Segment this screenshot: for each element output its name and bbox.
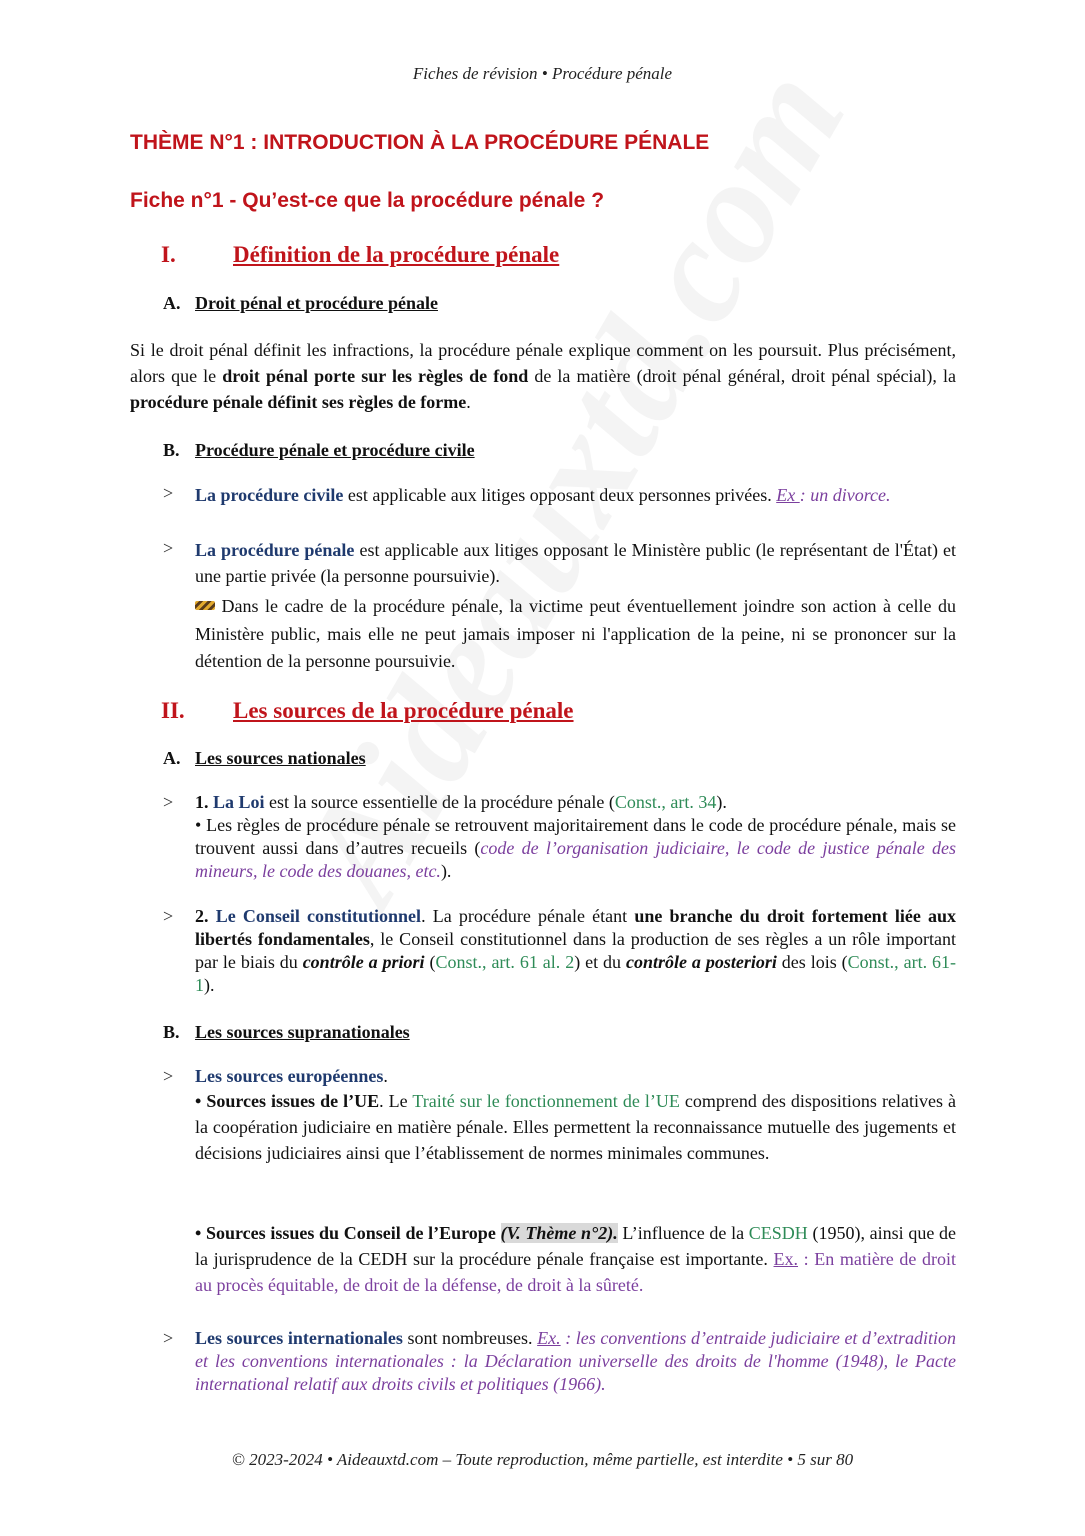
section-2-number: II. [161, 698, 185, 723]
theme-2-reference: (V. Thème n°2). [500, 1223, 618, 1243]
note-victime: Dans le cadre de la procédure pénale, la victime peut éventuellement joindre son action à celle du Ministère public, mais elle ne peut jamais imposer ni l'application de la peine, ni se prononcer sur la détention de la personne poursuivie. [195, 596, 956, 671]
list-item-procedure-penale: La procédure pénale est applicable aux litiges opposant le Ministère public (le représentant de l'État) et une partie privée (la personne poursuivie). [195, 540, 956, 586]
subsection-1a-title: Droit pénal et procédure pénale [195, 293, 438, 313]
section-2-title: Les sources de la procédure pénale [233, 698, 574, 723]
page-footer: © 2023-2024 • Aideauxtd.com – Toute reproduction, même partielle, est interdite • 5 sur 80 [231, 1450, 854, 1469]
subsection-1b-letter: B. [163, 440, 180, 460]
bullet-arrow: > [163, 483, 174, 503]
list-item-sources-internationales: Les sources internationales sont nombreuses. Ex. : les conventions d’entraide judiciaire et d’extradition et les conventions internationales : la Déclaration universelle des droits de l'homme (1948), le Pacte international relatif aux droits civils et politiques (1966). [195, 1328, 957, 1394]
theme-title: THÈME N°1 : INTRODUCTION À LA PROCÉDURE PÉNALE [130, 131, 710, 154]
list-item-procedure-civile: La procédure civile est applicable aux litiges opposant deux personnes privées. Ex : un divorce. [195, 485, 891, 505]
page-header: Fiches de révision • Procédure pénale [412, 64, 673, 83]
list-item-la-loi: 1. La Loi est la source essentielle de la procédure pénale (Const., art. 34). • Les règles de procédure pénale se retrouvent majoritairement dans le code de procédure pénale, mais se trouvent aussi dans d’autres recueils (code de l’organisation judiciaire, le code de justice pénale des mineurs, le code des douanes, etc.). [195, 792, 956, 881]
subsection-2b-letter: B. [163, 1022, 180, 1042]
bullet-arrow: > [163, 538, 174, 558]
fiche-title: Fiche n°1 - Qu’est-ce que la procédure pénale ? [130, 189, 605, 212]
subsection-1a-letter: A. [163, 293, 181, 313]
section-1-number: I. [161, 242, 176, 267]
list-item-sources-europeennes: Les sources européennes. [195, 1066, 388, 1086]
section-1-title: Définition de la procédure pénale [233, 242, 560, 267]
paragraph-sources-conseil-europe: • Sources issues du Conseil de l’Europe (V. Thème n°2). L’influence de la CESDH (1950), ainsi que de la jurisprudence de la CEDH sur la procédure pénale française est importante. Ex. : En matière de droit au procès équitable, de droit de la défense, de droit à la sûreté. [195, 1223, 957, 1295]
subsection-2a-title: Les sources nationales [195, 748, 366, 768]
paragraph-definition: Si le droit pénal définit les infractions, la procédure pénale explique comment on les poursuit. Plus précisément, alors que le droit pénal porte sur les règles de fond de la matière (droit pénal général, droit pénal spécial), la procédure pénale définit ses règles de forme. [130, 340, 956, 412]
bullet-arrow: > [163, 1066, 174, 1086]
warning-stripe-icon [195, 601, 215, 610]
paragraph-sources-ue: • Sources issues de l’UE. Le Traité sur le fonctionnement de l’UE comprend des dispositions relatives à la coopération judiciaire en matière pénale. Elles permettent la reconnaissance mutuelle des jugements et décisions judiciaires ainsi que l’établissement de normes minimales communes. [195, 1091, 956, 1163]
subsection-2a-letter: A. [163, 748, 181, 768]
bullet-arrow: > [163, 792, 174, 812]
subsection-2b-title: Les sources supranationales [195, 1022, 410, 1042]
bullet-arrow: > [163, 906, 174, 926]
subsection-1b-title: Procédure pénale et procédure civile [195, 440, 475, 460]
list-item-conseil-constitutionnel: 2. Le Conseil constitutionnel. La procédure pénale étant une branche du droit fortement liée aux libertés fondamentales, le Conseil constitutionnel dans la production de ses règles a un rôle important par le biais du contrôle a priori (Const., art. 61 al. 2) et du contrôle a posteriori des lois (Const., art. 61-1). [195, 906, 957, 995]
bullet-arrow: > [163, 1328, 174, 1348]
